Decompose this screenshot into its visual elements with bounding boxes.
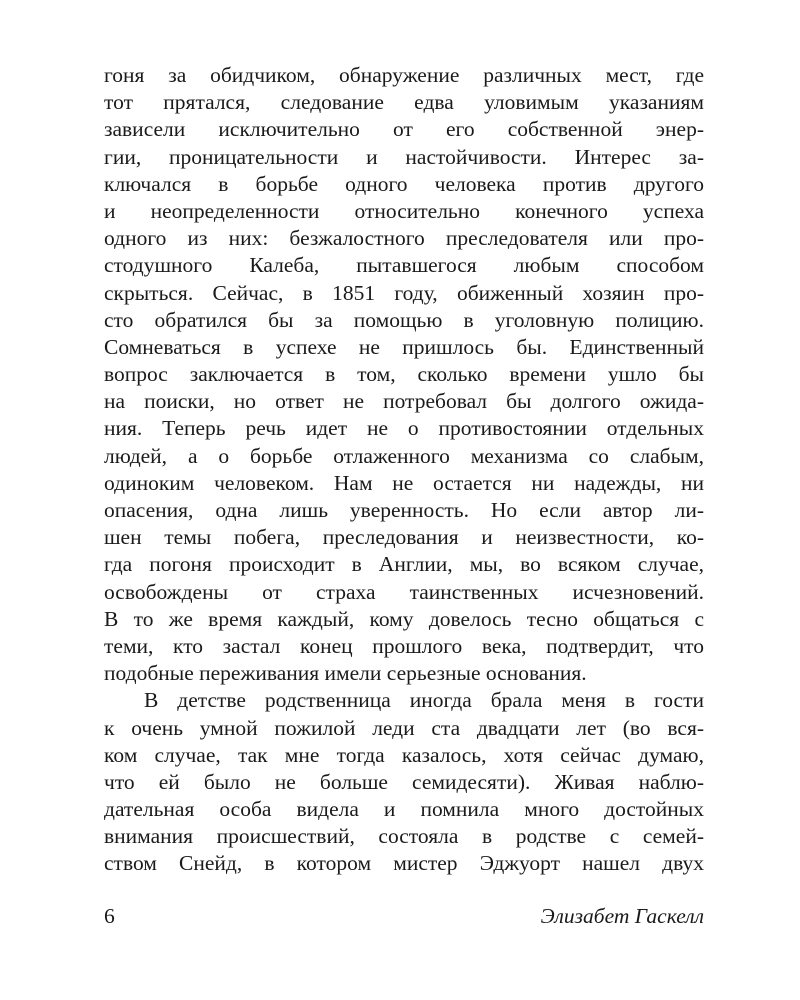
text-line: В то же время каждый, кому довелось тесно общаться с xyxy=(104,606,704,631)
text-line: теми, кто застал конец прошлого века, подтвердит, что xyxy=(104,633,704,658)
text-line: стодушного Калеба, пытавшегося любым способом xyxy=(104,253,704,278)
text-line: освобождены от страха таинственных исчезновений. xyxy=(104,579,704,604)
text-line: гии, проницательности и настойчивости. Интерес за- xyxy=(104,144,704,169)
text-line: скрыться. Сейчас, в 1851 году, обиженный хозяин про- xyxy=(104,280,704,305)
text-line: опасения, одна лишь уверенность. Но если автор ли- xyxy=(104,498,704,522)
text-line: людей, а о борьбе отлаженного механизма со слабым, xyxy=(104,443,704,468)
text-line: к очень умной пожилой леди ста двадцати лет (во вся- xyxy=(104,715,704,740)
page-footer xyxy=(104,904,704,934)
text-line: тот прятался, следование едва уловимым указаниям xyxy=(104,90,704,115)
text-line: сто обратился бы за помощью в уголовную полицию. xyxy=(104,307,704,332)
text-line: ством Снейд, в котором мистер Эджуорт нашел двух xyxy=(104,851,704,876)
body-text xyxy=(104,62,704,878)
text-line: шен темы побега, преследования и неизвестности, ко- xyxy=(104,525,704,550)
text-line: и неопределенности относительно конечного успеха xyxy=(104,198,704,223)
text-line: зависели исключительно от его собственной энер- xyxy=(104,117,704,142)
text-line-paragraph-end: подобные переживания имели серьезные основания. xyxy=(104,661,587,686)
running-title-author: Элизабет Гаскелл xyxy=(540,904,704,928)
text-line: дательная особа видела и помнила много достойных xyxy=(104,797,704,822)
text-line: одиноким человеком. Нам не остается ни надежды, ни xyxy=(104,470,704,495)
text-line: Сомневаться в успехе не пришлось бы. Единственный xyxy=(104,334,704,359)
text-line: гда погоня происходит в Англии, мы, во всяком случае, xyxy=(104,552,704,577)
text-line: ключался в борьбе одного человека против другого xyxy=(104,171,704,196)
text-line: на поиски, но ответ не потребовал бы долгого ожида- xyxy=(104,389,704,414)
text-line: одного из них: безжалостного преследователя или про- xyxy=(104,226,704,251)
text-line: что ей было не больше семидесяти). Живая наблю- xyxy=(104,769,704,794)
page-number: 6 xyxy=(104,904,115,928)
text-line-paragraph-start: В детстве родственница иногда брала меня в гости xyxy=(144,688,704,713)
text-line: ком случае, так мне тогда казалось, хотя сейчас думаю, xyxy=(104,742,704,767)
text-line: вопрос заключается в том, сколько времени ушло бы xyxy=(104,362,704,387)
text-line: внимания происшествий, состояла в родстве с семей- xyxy=(104,824,704,849)
text-line: ния. Теперь речь идет не о противостоянии отдельных xyxy=(104,416,704,441)
text-line: гоня за обидчиком, обнаружение различных мест, где xyxy=(104,63,704,87)
